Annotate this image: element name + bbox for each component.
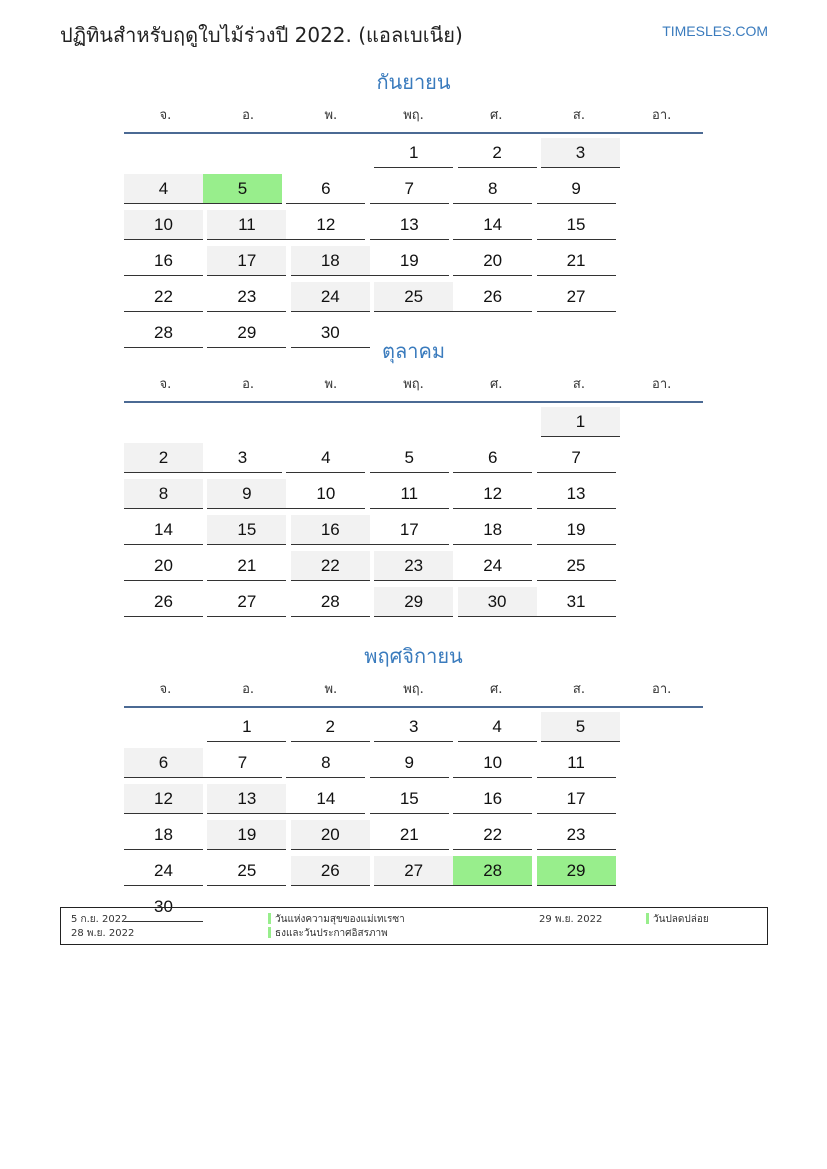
- holiday-marker: [268, 913, 271, 924]
- day-cell: 11: [537, 748, 616, 778]
- legend-date: 5 ก.ย. 2022: [71, 914, 128, 925]
- weekday-label: อา.: [652, 107, 672, 123]
- day-cell: 4: [286, 443, 365, 473]
- day-cell: 2: [458, 138, 537, 168]
- holiday-day-cell: 28: [453, 856, 532, 886]
- day-cell: 19: [207, 820, 286, 850]
- day-cell: 20: [124, 551, 203, 581]
- day-cell: 27: [207, 587, 286, 617]
- day-cell: 26: [124, 587, 203, 617]
- day-cell: 10: [286, 479, 365, 509]
- empty-cell: [291, 407, 370, 437]
- day-cell: 6: [286, 174, 365, 204]
- weekday-label: จ.: [159, 376, 172, 392]
- holiday-marker: [268, 927, 271, 938]
- day-cell: 18: [124, 820, 203, 850]
- holiday-day-cell: 5: [203, 174, 282, 204]
- day-cell: 20: [291, 820, 370, 850]
- day-cell: 8: [453, 174, 532, 204]
- empty-cell: [207, 138, 286, 168]
- weekday-label: พฤ.: [403, 107, 424, 123]
- day-cell: 17: [370, 515, 449, 545]
- weekday-header: [124, 670, 703, 706]
- month-november: [124, 642, 703, 928]
- day-cell: 27: [374, 856, 453, 886]
- day-cell: 12: [124, 784, 203, 814]
- weekday-label: จ.: [159, 107, 172, 123]
- day-cell: 10: [453, 748, 532, 778]
- day-cell: 18: [453, 515, 532, 545]
- day-cell: 18: [291, 246, 370, 276]
- day-cell: 5: [370, 443, 449, 473]
- day-cell: 22: [453, 820, 532, 850]
- weekday-label: ส.: [572, 681, 585, 697]
- day-cell: 22: [124, 282, 203, 312]
- day-cell: 28: [124, 318, 203, 348]
- day-grid: [124, 138, 703, 354]
- day-cell: 23: [537, 820, 616, 850]
- day-cell: 21: [207, 551, 286, 581]
- month-title: ตุลาคม: [381, 339, 446, 363]
- day-cell: 23: [374, 551, 453, 581]
- day-cell: 10: [124, 210, 203, 240]
- day-cell: 25: [374, 282, 453, 312]
- day-cell: 7: [370, 174, 449, 204]
- day-cell: 14: [453, 210, 532, 240]
- legend-item: [268, 926, 388, 941]
- day-cell: 25: [207, 856, 286, 886]
- day-cell: 14: [124, 515, 203, 545]
- day-cell: 1: [541, 407, 620, 437]
- day-cell: 16: [453, 784, 532, 814]
- empty-cell: [458, 407, 537, 437]
- day-cell: 29: [207, 318, 286, 348]
- day-cell: 3: [541, 138, 620, 168]
- day-cell: 5: [541, 712, 620, 742]
- day-grid: [124, 407, 703, 623]
- day-cell: 25: [537, 551, 616, 581]
- weekday-label: พ.: [324, 376, 338, 392]
- day-cell: 7: [203, 748, 282, 778]
- weekday-label: อ.: [242, 376, 255, 392]
- weekday-label: พฤ.: [403, 681, 424, 697]
- day-cell: 28: [291, 587, 370, 617]
- weekday-label: อา.: [652, 681, 672, 697]
- header-rule: [124, 132, 703, 134]
- legend-date: 28 พ.ย. 2022: [71, 928, 135, 939]
- day-cell: 4: [458, 712, 537, 742]
- day-cell: 23: [207, 282, 286, 312]
- day-cell: 16: [291, 515, 370, 545]
- day-cell: 16: [124, 246, 203, 276]
- day-cell: 22: [291, 551, 370, 581]
- day-cell: 11: [370, 479, 449, 509]
- day-grid: [124, 712, 703, 928]
- weekday-label: พ.: [324, 107, 338, 123]
- day-cell: 29: [374, 587, 453, 617]
- day-cell: 30: [291, 318, 370, 348]
- weekday-label: อ.: [242, 681, 255, 697]
- holiday-marker: [646, 913, 649, 924]
- day-cell: 14: [286, 784, 365, 814]
- day-cell: 24: [291, 282, 370, 312]
- day-cell: 26: [291, 856, 370, 886]
- holiday-legend: [60, 907, 768, 945]
- day-cell: 17: [207, 246, 286, 276]
- day-cell: 2: [124, 443, 203, 473]
- empty-cell: [124, 138, 203, 168]
- day-cell: 9: [207, 479, 286, 509]
- page-title: ปฏิทินสำหรับฤดูใบไม้ร่วงปี 2022. (แอลเบเนีย): [60, 23, 463, 47]
- legend-item: [646, 912, 709, 927]
- day-cell: 27: [537, 282, 616, 312]
- day-cell: 15: [370, 784, 449, 814]
- legend-label: วันปลดปล่อย: [653, 914, 709, 925]
- day-cell: 24: [453, 551, 532, 581]
- day-cell: 30: [458, 587, 537, 617]
- day-cell: 6: [124, 748, 203, 778]
- day-cell: 31: [537, 587, 616, 617]
- weekday-label: ศ.: [490, 681, 503, 697]
- empty-cell: [124, 407, 203, 437]
- day-cell: 13: [207, 784, 286, 814]
- month-title: กันยายน: [376, 70, 451, 94]
- weekday-label: ส.: [572, 107, 585, 123]
- holiday-day-cell: 29: [537, 856, 616, 886]
- day-cell: 19: [537, 515, 616, 545]
- weekday-header: [124, 365, 703, 401]
- month-october: [124, 337, 703, 623]
- day-cell: 3: [374, 712, 453, 742]
- weekday-label: อ.: [242, 107, 255, 123]
- day-cell: 3: [203, 443, 282, 473]
- day-cell: 17: [537, 784, 616, 814]
- day-cell: 8: [286, 748, 365, 778]
- day-cell: 20: [453, 246, 532, 276]
- day-cell: 12: [453, 479, 532, 509]
- empty-cell: [291, 138, 370, 168]
- day-cell: 11: [207, 210, 286, 240]
- day-cell: 13: [537, 479, 616, 509]
- legend-label: วันแห่งความสุขของแม่เทเรซา: [275, 914, 405, 925]
- day-cell: 1: [207, 712, 286, 742]
- legend-date: 29 พ.ย. 2022: [539, 914, 603, 925]
- day-cell: 24: [124, 856, 203, 886]
- legend-item: [268, 912, 405, 927]
- weekday-header: [124, 96, 703, 132]
- empty-cell: [207, 407, 286, 437]
- day-cell: 13: [370, 210, 449, 240]
- weekday-label: พ.: [324, 681, 338, 697]
- day-cell: 6: [453, 443, 532, 473]
- weekday-label: จ.: [159, 681, 172, 697]
- day-cell: 8: [124, 479, 203, 509]
- day-cell: 4: [124, 174, 203, 204]
- weekday-label: ศ.: [490, 376, 503, 392]
- day-cell: 1: [374, 138, 453, 168]
- site-link[interactable]: TIMESLES.COM: [662, 23, 768, 39]
- weekday-label: ส.: [572, 376, 585, 392]
- day-cell: 21: [370, 820, 449, 850]
- day-cell: 21: [537, 246, 616, 276]
- day-cell: 2: [291, 712, 370, 742]
- day-cell: 15: [207, 515, 286, 545]
- header-rule: [124, 401, 703, 403]
- day-cell: 9: [370, 748, 449, 778]
- day-cell: 9: [537, 174, 616, 204]
- day-cell: 30: [124, 892, 203, 922]
- month-september: [124, 68, 703, 354]
- weekday-label: อา.: [652, 376, 672, 392]
- month-title: พฤศจิกายน: [364, 644, 463, 668]
- weekday-label: พฤ.: [403, 376, 424, 392]
- day-cell: 7: [537, 443, 616, 473]
- empty-cell: [124, 712, 203, 742]
- empty-cell: [374, 407, 453, 437]
- day-cell: 26: [453, 282, 532, 312]
- day-cell: 12: [286, 210, 365, 240]
- day-cell: 15: [537, 210, 616, 240]
- header-rule: [124, 706, 703, 708]
- legend-label: ธงและวันประกาศอิสรภาพ: [275, 928, 388, 939]
- weekday-label: ศ.: [490, 107, 503, 123]
- day-cell: 19: [370, 246, 449, 276]
